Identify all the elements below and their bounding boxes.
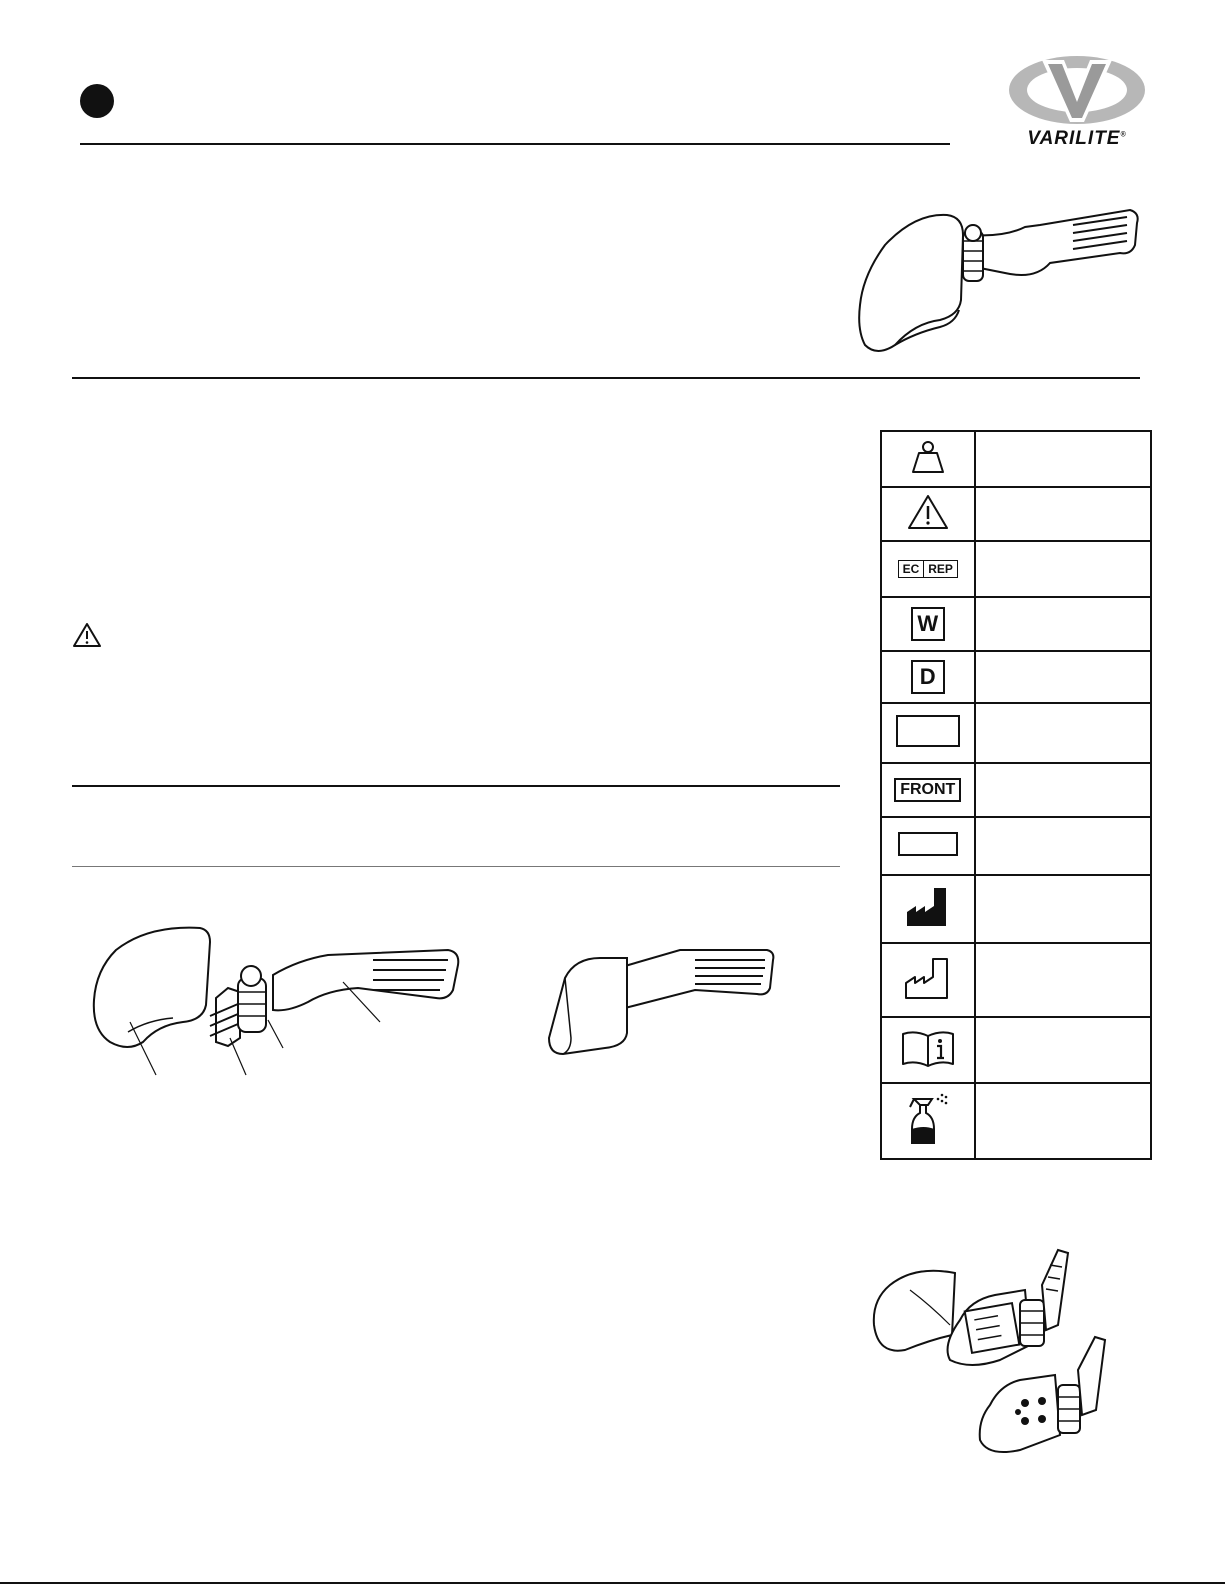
language-marker xyxy=(80,84,114,118)
mounting-hardware-illustration xyxy=(870,1245,1150,1460)
varilite-logo xyxy=(1002,52,1152,152)
symbol-label xyxy=(975,431,1152,487)
symbol-label xyxy=(975,817,1152,875)
w-box-icon: W xyxy=(911,607,945,641)
symbol-row xyxy=(881,487,1151,541)
symbol-row xyxy=(881,597,1151,651)
symbol-label xyxy=(975,651,1152,703)
symbol-label xyxy=(975,875,1152,943)
d-box-icon: D xyxy=(911,660,945,694)
symbol-row xyxy=(881,1017,1151,1083)
symbol-row xyxy=(881,817,1151,875)
section-rule-2 xyxy=(72,785,840,787)
section-rule-3 xyxy=(72,866,840,867)
product-illustration-side xyxy=(545,938,785,1063)
cleaning-spray-icon xyxy=(904,1091,952,1147)
symbol-row xyxy=(881,431,1151,487)
symbol-row xyxy=(881,875,1151,943)
symbol-row xyxy=(881,703,1151,763)
symbol-label xyxy=(975,487,1152,541)
section-rule-1 xyxy=(72,377,1140,379)
symbol-label xyxy=(975,703,1152,763)
symbol-row xyxy=(881,1083,1151,1159)
symbol-label xyxy=(975,1083,1152,1159)
header-rule xyxy=(80,143,950,145)
symbol-label xyxy=(975,1017,1152,1083)
empty-small-box-icon xyxy=(898,832,958,856)
symbol-legend-table xyxy=(880,430,1152,1160)
instructions-icon xyxy=(900,1028,956,1068)
empty-box-icon xyxy=(896,715,960,747)
manufacturer-icon xyxy=(904,886,952,928)
symbol-row xyxy=(881,943,1151,1017)
ec-rep-icon: EC REP xyxy=(898,560,958,578)
product-illustration-top xyxy=(855,205,1145,360)
date-of-manufacture-icon xyxy=(903,956,953,1000)
symbol-label xyxy=(975,541,1152,597)
symbol-label xyxy=(975,597,1152,651)
warning-icon xyxy=(72,622,102,648)
warning-icon xyxy=(906,493,950,531)
footer-rule xyxy=(0,1582,1225,1584)
symbol-label xyxy=(975,763,1152,817)
front-label-icon: FRONT xyxy=(894,778,961,802)
varilite-v-emblem-icon xyxy=(1002,52,1152,130)
symbol-label xyxy=(975,943,1152,1017)
parts-illustration-exploded xyxy=(88,920,468,1085)
symbol-row xyxy=(881,763,1151,817)
symbol-row xyxy=(881,541,1151,597)
symbol-row xyxy=(881,651,1151,703)
brand-name: VARILITE® xyxy=(1027,128,1127,149)
weight-icon xyxy=(909,440,947,474)
